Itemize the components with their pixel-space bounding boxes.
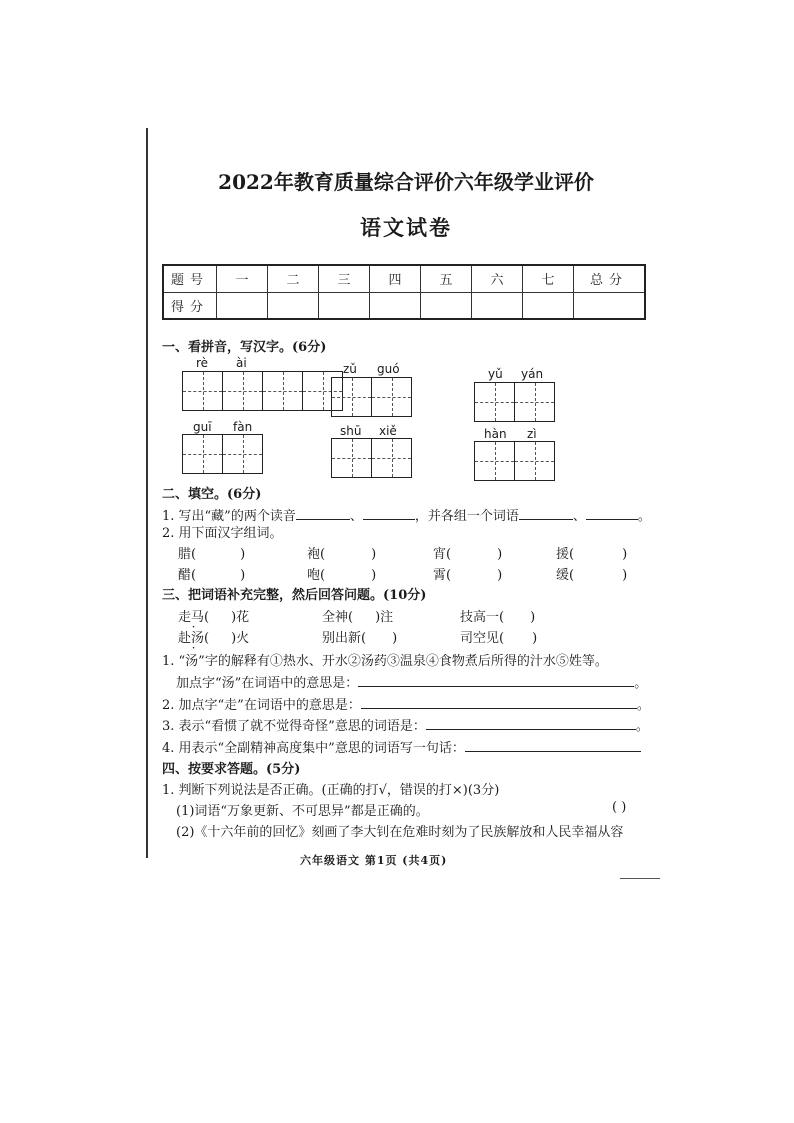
- score-row-label: 题号: [163, 265, 217, 292]
- word-item: 霄( ): [433, 568, 503, 583]
- answer-paren[interactable]: ( ): [612, 800, 627, 815]
- word-item: 腊( ): [178, 547, 246, 562]
- pinyin: xiě: [379, 424, 397, 438]
- score-table-score-row: [163, 292, 645, 319]
- section3-q2: 2. 加点字“走”在词语中的意思是： 。: [162, 698, 650, 713]
- exam-subtitle: 语文试卷: [360, 215, 452, 240]
- section3-q4: 4. 用表示“全副精神高度集中”意思的词语写一句话：: [162, 737, 641, 756]
- score-col-3: 三: [319, 265, 370, 292]
- pinyin: ài: [236, 356, 247, 370]
- score-col-1: 一: [217, 265, 268, 292]
- score-cell[interactable]: [523, 292, 574, 319]
- answer-blank[interactable]: [296, 507, 350, 520]
- score-col-6: 六: [472, 265, 523, 292]
- idiom: 技高一( ): [460, 610, 536, 625]
- idiom: 赴汤( · )火: [178, 627, 249, 646]
- pinyin: guó: [377, 362, 400, 376]
- writing-grid[interactable]: [474, 441, 555, 481]
- section4-s1: (1)词语“万象更新、不可思异”都是正确的。: [176, 804, 429, 819]
- section3-q3: 3. 表示“看惯了就不觉得奇怪”意思的词语是： 。: [162, 719, 649, 734]
- score-col-2: 二: [268, 265, 319, 292]
- pinyin: yán: [521, 367, 544, 381]
- q1-text-b: ，并各组一个词语: [414, 509, 519, 524]
- word-item: 宵( ): [433, 547, 503, 562]
- section2-q2: 2. 用下面汉字组词。: [162, 526, 283, 541]
- writing-grid[interactable]: [474, 382, 555, 422]
- answer-line[interactable]: [361, 696, 637, 709]
- section3-q1b: 加点字“汤”在词语中的意思是： 。: [176, 676, 648, 691]
- word-item: 袍( ): [307, 547, 377, 562]
- pinyin: shū: [340, 424, 362, 438]
- pinyin: rè: [196, 356, 209, 370]
- section2-heading: 二、填空。(6分): [162, 487, 262, 502]
- pinyin: fàn: [233, 420, 253, 434]
- idiom: 别出新( ): [322, 631, 398, 646]
- section4-heading: 四、按要求答题。(5分): [162, 762, 301, 777]
- answer-line[interactable]: [358, 674, 634, 687]
- section3-heading: 三、把词语补充完整，然后回答问题。(10分): [162, 588, 427, 603]
- score-cell[interactable]: [268, 292, 319, 319]
- writing-grid[interactable]: [331, 438, 412, 478]
- word-item: 咆( ): [307, 568, 377, 583]
- score-col-7: 七: [523, 265, 574, 292]
- pinyin: guī: [193, 420, 212, 434]
- score-cell[interactable]: [472, 292, 523, 319]
- score-table-header-row: [163, 265, 645, 292]
- score-cell[interactable]: [574, 292, 646, 319]
- answer-line[interactable]: [465, 739, 641, 752]
- idiom: 司空见( ): [460, 631, 538, 646]
- writing-grid[interactable]: [331, 377, 412, 417]
- score-col-total: 总分: [574, 265, 646, 292]
- q1-text-a: 1. 写出“藏”的两个读音: [162, 509, 296, 524]
- pinyin: zǔ: [343, 362, 357, 376]
- score-col-4: 四: [370, 265, 421, 292]
- word-item: 醋( ): [178, 568, 246, 583]
- word-item: 援( ): [556, 547, 628, 562]
- writing-grid[interactable]: [182, 371, 343, 411]
- answer-blank[interactable]: [519, 507, 573, 520]
- section4-s2: (2)《十六年前的回忆》刻画了李大钊在危难时刻为了民族解放和人民幸福从容: [176, 825, 624, 840]
- answer-blank[interactable]: [586, 507, 638, 520]
- pinyin: zì: [527, 427, 537, 441]
- q1-end: 。: [637, 509, 651, 524]
- idiom: 走马( · )花: [178, 606, 249, 625]
- score-cell[interactable]: [319, 292, 370, 319]
- section4-q1: 1. 判断下列说法是否正确。(正确的打√，错误的打×)(3分): [162, 783, 500, 798]
- q1-sep: 、: [349, 509, 363, 524]
- section1-heading: 一、看拼音，写汉字。(6分): [162, 340, 327, 355]
- score-col-5: 五: [421, 265, 472, 292]
- word-item: 缓( ): [556, 568, 628, 583]
- score-cell[interactable]: [217, 292, 268, 319]
- page-footer: 六年级语文 第1页 (共4页): [300, 854, 448, 867]
- answer-line[interactable]: [426, 717, 636, 730]
- exam-title: 2022年教育质量综合评价六年级学业评价: [218, 170, 594, 194]
- score-row-label-2: 得分: [163, 292, 217, 319]
- score-cell[interactable]: [370, 292, 421, 319]
- score-cell[interactable]: [421, 292, 472, 319]
- writing-grid[interactable]: [182, 434, 263, 474]
- pinyin: hàn: [484, 427, 507, 441]
- score-table: [162, 264, 646, 320]
- scan-mark: [620, 878, 660, 879]
- answer-blank[interactable]: [363, 507, 415, 520]
- pinyin: yǔ: [488, 367, 503, 381]
- q1-sep: 、: [572, 509, 586, 524]
- section3-q1: 1. “汤”字的解释有①热水、开水②汤药③温泉④食物煮后所得的汁水⑤姓等。: [162, 654, 608, 669]
- idiom: 全神( )注: [322, 610, 394, 625]
